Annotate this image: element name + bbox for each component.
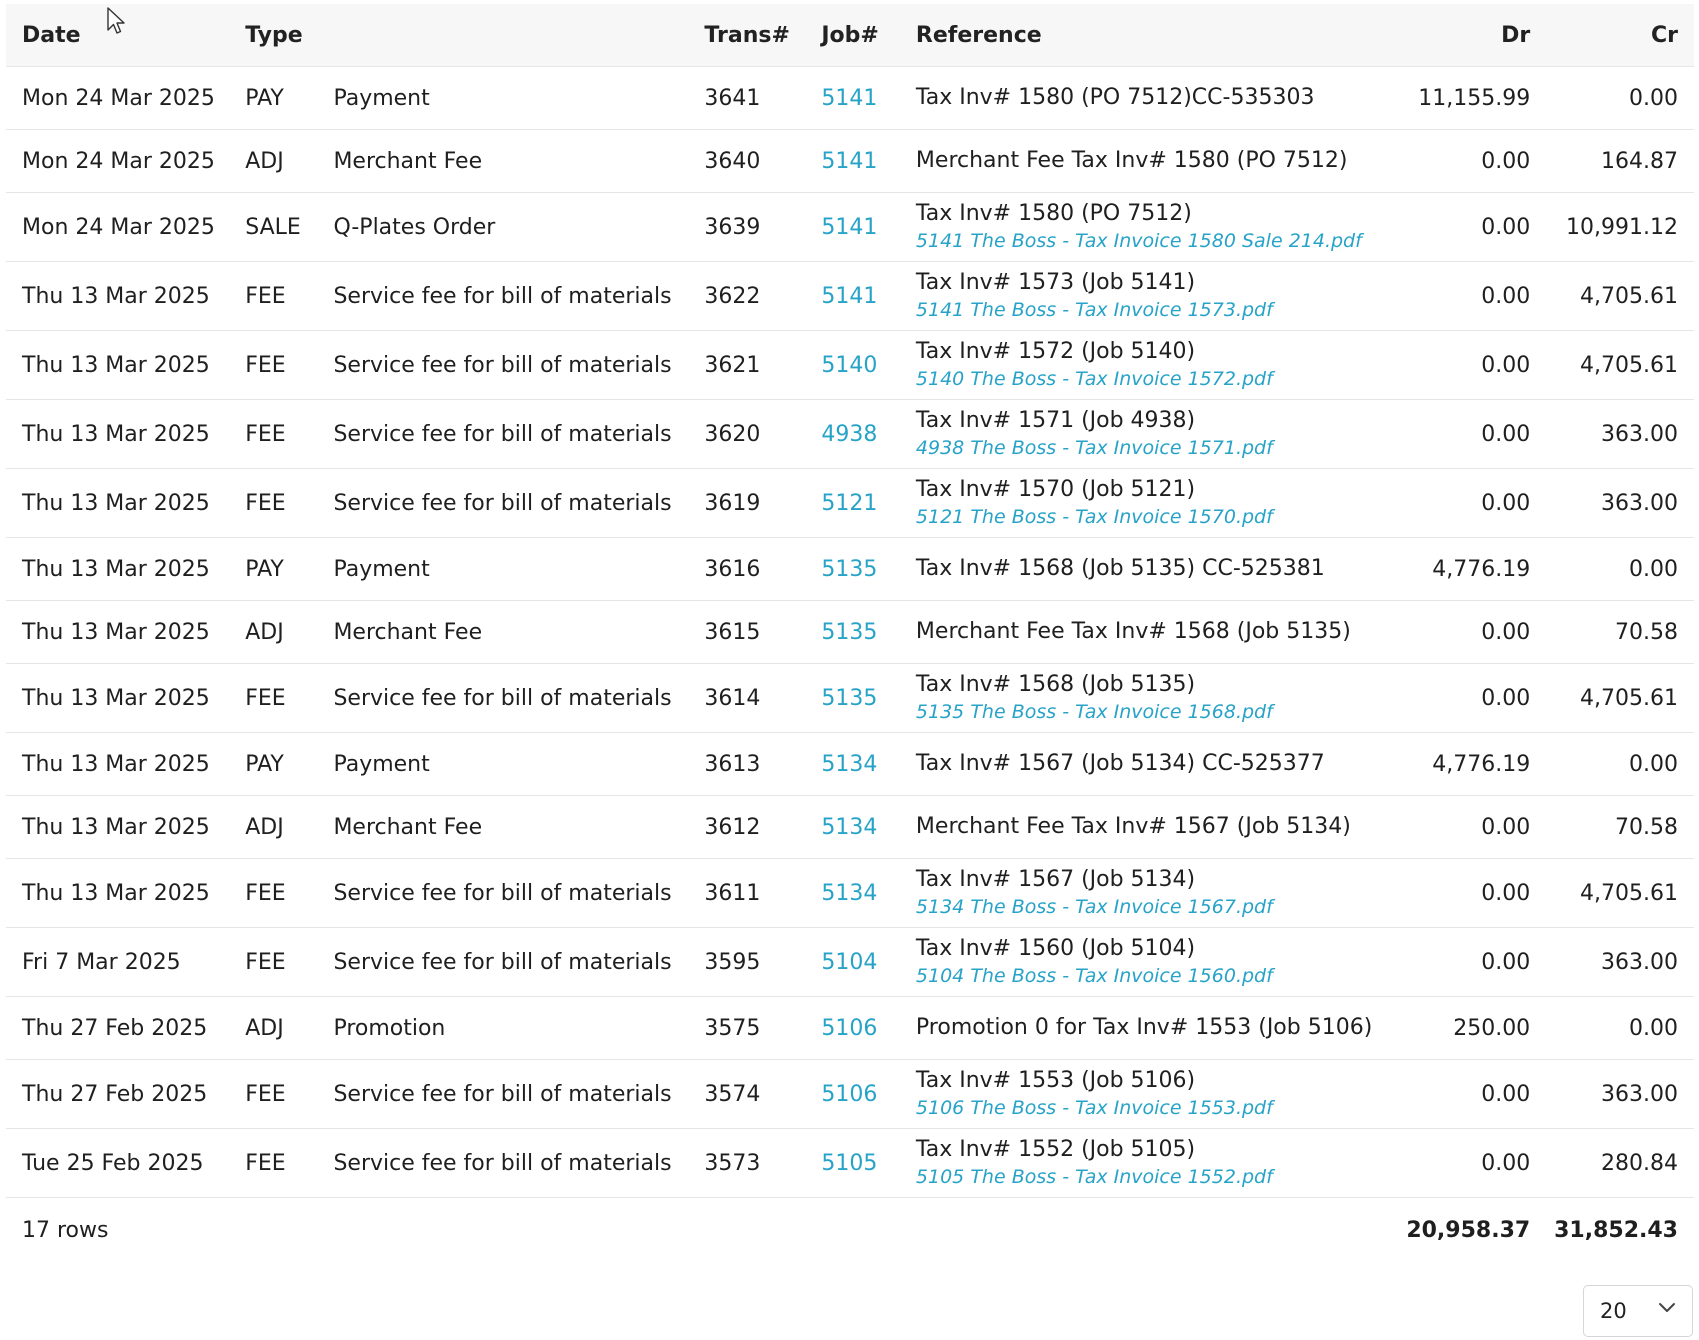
row-type: FEE [229, 859, 317, 928]
row-dr: 0.00 [1384, 601, 1547, 664]
row-type: FEE [229, 331, 317, 400]
row-dr: 0.00 [1384, 331, 1547, 400]
row-job-cell [805, 538, 900, 601]
row-cr: 70.58 [1546, 601, 1694, 664]
reference-text: Promotion 0 for Tax Inv# 1553 (Job 5106) [915, 1015, 1373, 1040]
row-cr: 70.58 [1546, 796, 1694, 859]
table-row[interactable] [6, 193, 1694, 262]
row-dr: 0.00 [1384, 1129, 1547, 1198]
row-trans-number: 3615 [688, 601, 805, 664]
reference-text: Tax Inv# 1568 (Job 5135) CC-525381 [915, 556, 1325, 581]
job-link[interactable]: 5140 [821, 352, 878, 378]
row-date: Thu 27 Feb 2025 [6, 1060, 229, 1129]
row-job-cell [805, 733, 900, 796]
row-date: Thu 13 Mar 2025 [6, 331, 229, 400]
table-row[interactable] [6, 262, 1694, 331]
column-header-dr[interactable]: Dr [1384, 4, 1547, 67]
job-link[interactable]: 5135 [821, 619, 878, 645]
row-job-cell [805, 262, 900, 331]
job-link[interactable]: 5134 [821, 880, 878, 906]
chevron-down-icon [1656, 1296, 1678, 1318]
row-cr: 363.00 [1546, 928, 1694, 997]
table-body [6, 67, 1694, 1198]
table-row[interactable] [6, 997, 1694, 1060]
row-job-cell [805, 796, 900, 859]
row-trans-number: 3613 [688, 733, 805, 796]
job-link[interactable]: 5135 [821, 556, 878, 582]
row-date: Tue 25 Feb 2025 [6, 1129, 229, 1198]
invoice-file-link[interactable]: 5135 The Boss - Tax Invoice 1568.pdf [915, 701, 1273, 723]
row-reference-cell [900, 997, 1384, 1060]
row-cr: 363.00 [1546, 469, 1694, 538]
table-row[interactable] [6, 928, 1694, 997]
row-count: 17 rows [6, 1198, 1384, 1263]
row-dr: 0.00 [1384, 859, 1547, 928]
reference-text: Tax Inv# 1560 (Job 5104) [915, 936, 1196, 961]
row-cr: 0.00 [1546, 538, 1694, 601]
row-trans-number: 3612 [688, 796, 805, 859]
reference-text: Tax Inv# 1568 (Job 5135) [915, 672, 1196, 697]
row-description: Service fee for bill of materials [317, 664, 688, 733]
row-type: FEE [229, 1060, 317, 1129]
row-cr: 280.84 [1546, 1129, 1694, 1198]
row-type: FEE [229, 469, 317, 538]
reference-text: Tax Inv# 1580 (PO 7512)CC-535303 [915, 85, 1315, 110]
row-cr: 363.00 [1546, 1060, 1694, 1129]
invoice-file-link[interactable]: 5140 The Boss - Tax Invoice 1572.pdf [915, 368, 1273, 390]
row-dr: 0.00 [1384, 928, 1547, 997]
row-description: Service fee for bill of materials [317, 1060, 688, 1129]
invoice-file-link[interactable]: 5105 The Boss - Tax Invoice 1552.pdf [915, 1166, 1273, 1188]
row-reference-cell [900, 538, 1384, 601]
job-link[interactable]: 5106 [821, 1081, 878, 1107]
header-row [6, 4, 1694, 67]
job-link[interactable]: 5134 [821, 814, 878, 840]
table-row[interactable] [6, 664, 1694, 733]
job-link[interactable]: 4938 [821, 421, 878, 447]
row-job-cell [805, 67, 900, 130]
job-link[interactable]: 5135 [821, 685, 878, 711]
row-trans-number: 3614 [688, 664, 805, 733]
column-header-cr[interactable]: Cr [1546, 4, 1694, 67]
row-job-cell [805, 997, 900, 1060]
row-dr: 4,776.19 [1384, 733, 1547, 796]
row-reference-cell [900, 601, 1384, 664]
row-cr: 4,705.61 [1546, 859, 1694, 928]
row-job-cell [805, 601, 900, 664]
row-job-cell [805, 130, 900, 193]
invoice-file-link[interactable]: 5141 The Boss - Tax Invoice 1580 Sale 214.pdf [915, 230, 1362, 252]
job-link[interactable]: 5141 [821, 214, 878, 240]
table-row[interactable] [6, 331, 1694, 400]
row-type: ADJ [229, 796, 317, 859]
reference-text: Tax Inv# 1570 (Job 5121) [915, 477, 1196, 502]
row-date: Thu 13 Mar 2025 [6, 469, 229, 538]
row-type: FEE [229, 928, 317, 997]
row-date: Thu 13 Mar 2025 [6, 664, 229, 733]
row-dr: 0.00 [1384, 193, 1547, 262]
row-dr: 11,155.99 [1384, 67, 1547, 130]
row-job-cell [805, 1129, 900, 1198]
row-description: Service fee for bill of materials [317, 469, 688, 538]
row-reference-cell [900, 859, 1384, 928]
row-reference-cell [900, 262, 1384, 331]
row-description: Merchant Fee [317, 601, 688, 664]
table-footer [6, 1198, 1694, 1263]
table-row[interactable] [6, 1060, 1694, 1129]
table-row[interactable] [6, 601, 1694, 664]
row-cr: 4,705.61 [1546, 664, 1694, 733]
invoice-file-link[interactable]: 4938 The Boss - Tax Invoice 1571.pdf [915, 437, 1273, 459]
row-type: ADJ [229, 601, 317, 664]
row-trans-number: 3573 [688, 1129, 805, 1198]
row-trans-number: 3574 [688, 1060, 805, 1129]
row-date: Fri 7 Mar 2025 [6, 928, 229, 997]
column-header-reference[interactable]: Reference [900, 4, 1384, 67]
row-type: FEE [229, 262, 317, 331]
row-description: Service fee for bill of materials [317, 262, 688, 331]
row-cr: 0.00 [1546, 733, 1694, 796]
row-dr: 0.00 [1384, 262, 1547, 331]
row-description: Service fee for bill of materials [317, 331, 688, 400]
job-link[interactable]: 5104 [821, 949, 878, 975]
mouse-cursor-icon [106, 6, 128, 36]
row-cr: 363.00 [1546, 400, 1694, 469]
reference-text: Merchant Fee Tax Inv# 1568 (Job 5135) [915, 619, 1351, 644]
row-trans-number: 3622 [688, 262, 805, 331]
row-reference-cell [900, 130, 1384, 193]
table-row[interactable] [6, 400, 1694, 469]
row-cr: 4,705.61 [1546, 331, 1694, 400]
job-link[interactable]: 5141 [821, 85, 878, 111]
row-trans-number: 3640 [688, 130, 805, 193]
row-date: Thu 13 Mar 2025 [6, 400, 229, 469]
row-date: Mon 24 Mar 2025 [6, 67, 229, 130]
row-type: FEE [229, 664, 317, 733]
row-job-cell [805, 400, 900, 469]
totals-row [6, 1198, 1694, 1263]
column-header-job[interactable]: Job# [805, 4, 900, 67]
row-job-cell [805, 859, 900, 928]
row-trans-number: 3611 [688, 859, 805, 928]
table-row[interactable] [6, 130, 1694, 193]
row-reference-cell [900, 664, 1384, 733]
row-description: Service fee for bill of materials [317, 400, 688, 469]
invoice-file-link[interactable]: 5141 The Boss - Tax Invoice 1573.pdf [915, 299, 1273, 321]
row-type: FEE [229, 1129, 317, 1198]
reference-text: Tax Inv# 1553 (Job 5106) [915, 1068, 1196, 1093]
reference-text: Merchant Fee Tax Inv# 1580 (PO 7512) [915, 148, 1348, 173]
row-trans-number: 3621 [688, 331, 805, 400]
table-header [6, 4, 1694, 67]
row-dr: 0.00 [1384, 664, 1547, 733]
row-reference-cell [900, 400, 1384, 469]
row-job-cell [805, 469, 900, 538]
row-type: ADJ [229, 997, 317, 1060]
job-link[interactable]: 5105 [821, 1150, 878, 1176]
row-trans-number: 3641 [688, 67, 805, 130]
reference-text: Tax Inv# 1571 (Job 4938) [915, 408, 1196, 433]
invoice-file-link[interactable]: 5106 The Boss - Tax Invoice 1553.pdf [915, 1097, 1273, 1119]
row-dr: 250.00 [1384, 997, 1547, 1060]
row-date: Thu 13 Mar 2025 [6, 859, 229, 928]
row-type: ADJ [229, 130, 317, 193]
row-type: PAY [229, 733, 317, 796]
dr-total: 20,958.37 [1384, 1198, 1547, 1263]
table-row[interactable] [6, 67, 1694, 130]
row-dr: 0.00 [1384, 1060, 1547, 1129]
row-dr: 4,776.19 [1384, 538, 1547, 601]
row-trans-number: 3620 [688, 400, 805, 469]
row-job-cell [805, 664, 900, 733]
table-row[interactable] [6, 796, 1694, 859]
row-job-cell [805, 331, 900, 400]
row-job-cell [805, 1060, 900, 1129]
table-row[interactable] [6, 1129, 1694, 1198]
cr-total: 31,852.43 [1546, 1198, 1694, 1263]
row-reference-cell [900, 1060, 1384, 1129]
row-description: Service fee for bill of materials [317, 859, 688, 928]
row-type: FEE [229, 400, 317, 469]
row-reference-cell [900, 1129, 1384, 1198]
row-description: Q-Plates Order [317, 193, 688, 262]
row-description: Service fee for bill of materials [317, 1129, 688, 1198]
row-date: Thu 27 Feb 2025 [6, 997, 229, 1060]
row-cr: 4,705.61 [1546, 262, 1694, 331]
row-job-cell [805, 193, 900, 262]
table-row[interactable] [6, 859, 1694, 928]
row-reference-cell [900, 193, 1384, 262]
reference-text: Tax Inv# 1573 (Job 5141) [915, 270, 1196, 295]
row-cr: 164.87 [1546, 130, 1694, 193]
reference-text: Tax Inv# 1567 (Job 5134) CC-525377 [915, 751, 1325, 776]
row-description: Payment [317, 67, 688, 130]
column-header-trans[interactable]: Trans# [688, 4, 805, 67]
row-reference-cell [900, 796, 1384, 859]
job-link[interactable]: 5121 [821, 490, 878, 516]
row-date: Mon 24 Mar 2025 [6, 130, 229, 193]
invoice-file-link[interactable]: 5134 The Boss - Tax Invoice 1567.pdf [915, 896, 1273, 918]
invoice-file-link[interactable]: 5121 The Boss - Tax Invoice 1570.pdf [915, 506, 1273, 528]
row-dr: 0.00 [1384, 796, 1547, 859]
job-link[interactable]: 5134 [821, 751, 878, 777]
row-description: Merchant Fee [317, 796, 688, 859]
row-description: Service fee for bill of materials [317, 928, 688, 997]
page-size-value: 20 [1600, 1299, 1627, 1323]
table-row[interactable] [6, 733, 1694, 796]
ledger-container [6, 4, 1694, 1262]
row-type: PAY [229, 67, 317, 130]
row-cr: 0.00 [1546, 67, 1694, 130]
row-date: Thu 13 Mar 2025 [6, 601, 229, 664]
row-description: Payment [317, 733, 688, 796]
column-header-date[interactable]: Date [6, 4, 229, 67]
row-description: Merchant Fee [317, 130, 688, 193]
row-trans-number: 3575 [688, 997, 805, 1060]
row-type: SALE [229, 193, 317, 262]
row-dr: 0.00 [1384, 400, 1547, 469]
job-link[interactable]: 5106 [821, 1015, 878, 1041]
row-trans-number: 3616 [688, 538, 805, 601]
row-reference-cell [900, 928, 1384, 997]
reference-text: Tax Inv# 1567 (Job 5134) [915, 867, 1196, 892]
job-link[interactable]: 5141 [821, 148, 878, 174]
row-job-cell [805, 928, 900, 997]
row-date: Thu 13 Mar 2025 [6, 262, 229, 331]
row-date: Thu 13 Mar 2025 [6, 538, 229, 601]
row-date: Mon 24 Mar 2025 [6, 193, 229, 262]
row-reference-cell [900, 469, 1384, 538]
row-trans-number: 3595 [688, 928, 805, 997]
row-date: Thu 13 Mar 2025 [6, 733, 229, 796]
row-description: Payment [317, 538, 688, 601]
invoice-file-link[interactable]: 5104 The Boss - Tax Invoice 1560.pdf [915, 965, 1273, 987]
row-dr: 0.00 [1384, 469, 1547, 538]
row-dr: 0.00 [1384, 130, 1547, 193]
reference-text: Tax Inv# 1580 (PO 7512) [915, 201, 1192, 226]
page-size-select[interactable] [1583, 1285, 1693, 1337]
transactions-table [6, 4, 1694, 1262]
row-reference-cell [900, 331, 1384, 400]
row-trans-number: 3619 [688, 469, 805, 538]
column-header-type[interactable]: Type [229, 4, 688, 67]
row-date: Thu 13 Mar 2025 [6, 796, 229, 859]
reference-text: Merchant Fee Tax Inv# 1567 (Job 5134) [915, 814, 1351, 839]
row-cr: 10,991.12 [1546, 193, 1694, 262]
job-link[interactable]: 5141 [821, 283, 878, 309]
reference-text: Tax Inv# 1552 (Job 5105) [915, 1137, 1196, 1162]
row-description: Promotion [317, 997, 688, 1060]
row-type: PAY [229, 538, 317, 601]
row-reference-cell [900, 733, 1384, 796]
row-reference-cell [900, 67, 1384, 130]
row-trans-number: 3639 [688, 193, 805, 262]
table-row[interactable] [6, 538, 1694, 601]
reference-text: Tax Inv# 1572 (Job 5140) [915, 339, 1196, 364]
table-row[interactable] [6, 469, 1694, 538]
row-cr: 0.00 [1546, 997, 1694, 1060]
